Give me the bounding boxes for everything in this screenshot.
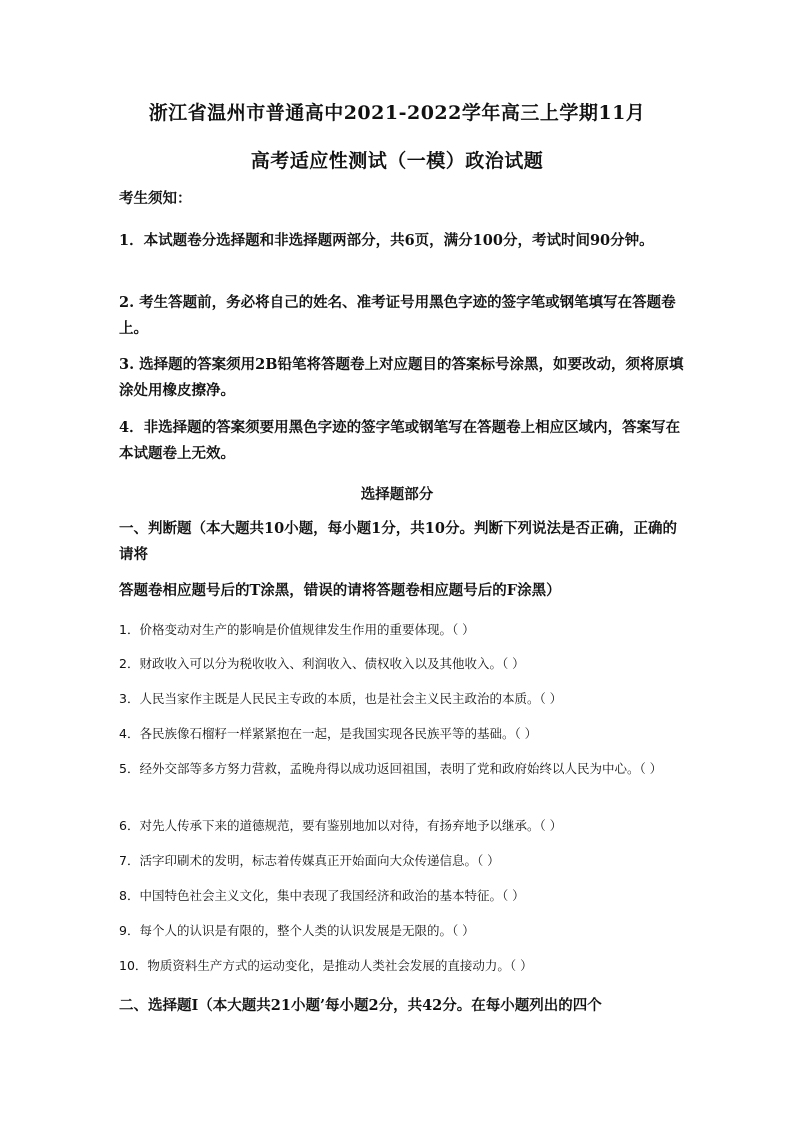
question-1: 1．价格变动对生产的影响是价值规律发生作用的重要体现。（ ） (119, 622, 475, 637)
question-4: 4．各民族像石榴籽一样紧紧抱在一起，是我国实现各民族平等的基础。（ ） (119, 726, 538, 741)
question-6: 6．对先人传承下来的道德规范，要有鉴别地加以对待，有扬弃地予以继承。（ ） (119, 818, 563, 833)
title-line-1: 浙江省温州市普通高中2021-2022学年高三上学期11月 (148, 102, 646, 124)
section-title: 选择题部分 (360, 486, 434, 503)
question-2: 2．财政收入可以分为税收收入、利润收入、债权收入以及其他收入。（ ） (119, 656, 525, 671)
notice-item-3: 3. 选择题的答案须用2B铅笔将答题卷上对应题目的答案标号涂黑，如要改动，须将原填涂处用橡皮擦净。 (119, 356, 684, 399)
notice-item-4: 4．非选择题的答案须要用黑色字迹的签字笔或钢笔写在答题卷上相应区域内，答案写在本试题卷上无效。 (119, 419, 681, 462)
title-line-2: 高考适应性测试（一模）政治试题 (250, 150, 544, 172)
part2-heading: 二、选择题Ⅰ（本大题共21小题’每小题2分，共42分。在每小题列出的四个 (119, 997, 602, 1014)
notice-item-2: 2. 考生答题前，务必将自己的姓名、准考证号用黑色字迹的签字笔或钢笔填写在答题卷上。 (119, 294, 676, 337)
question-8: 8．中国特色社会主义文化，集中表现了我国经济和政治的基本特征。（ ） (119, 888, 525, 903)
part1-subheading: 答题卷相应题号后的T涂黑，错误的请将答题卷相应题号后的F涂黑） (119, 582, 561, 599)
notice-heading: 考生须知： (119, 190, 192, 207)
question-5: 5．经外交部等多方努力营救，孟晚舟得以成功返回祖国，表明了党和政府始终以人民为中心。（ ） (119, 761, 663, 776)
question-10: 10．物质资料生产方式的运动变化，是推动人类社会发展的直接动力。（ ） (119, 958, 533, 973)
question-9: 9．每个人的认识是有限的，整个人类的认识发展是无限的。（ ） (119, 923, 475, 938)
question-3: 3．人民当家作主既是人民民主专政的本质，也是社会主义民主政治的本质。（ ） (119, 691, 563, 706)
question-7: 7．活字印刷术的发明，标志着传媒真正开始面向大众传递信息。（ ） (119, 853, 500, 868)
notice-item-1: 1．本试题卷分选择题和非选择题两部分，共6页，满分100分，考试时间90分钟。 (119, 232, 654, 249)
part1-heading: 一、判断题（本大题共10小题，每小题1分，共10分。判断下列说法是否正确，正确的请将 (119, 520, 677, 563)
